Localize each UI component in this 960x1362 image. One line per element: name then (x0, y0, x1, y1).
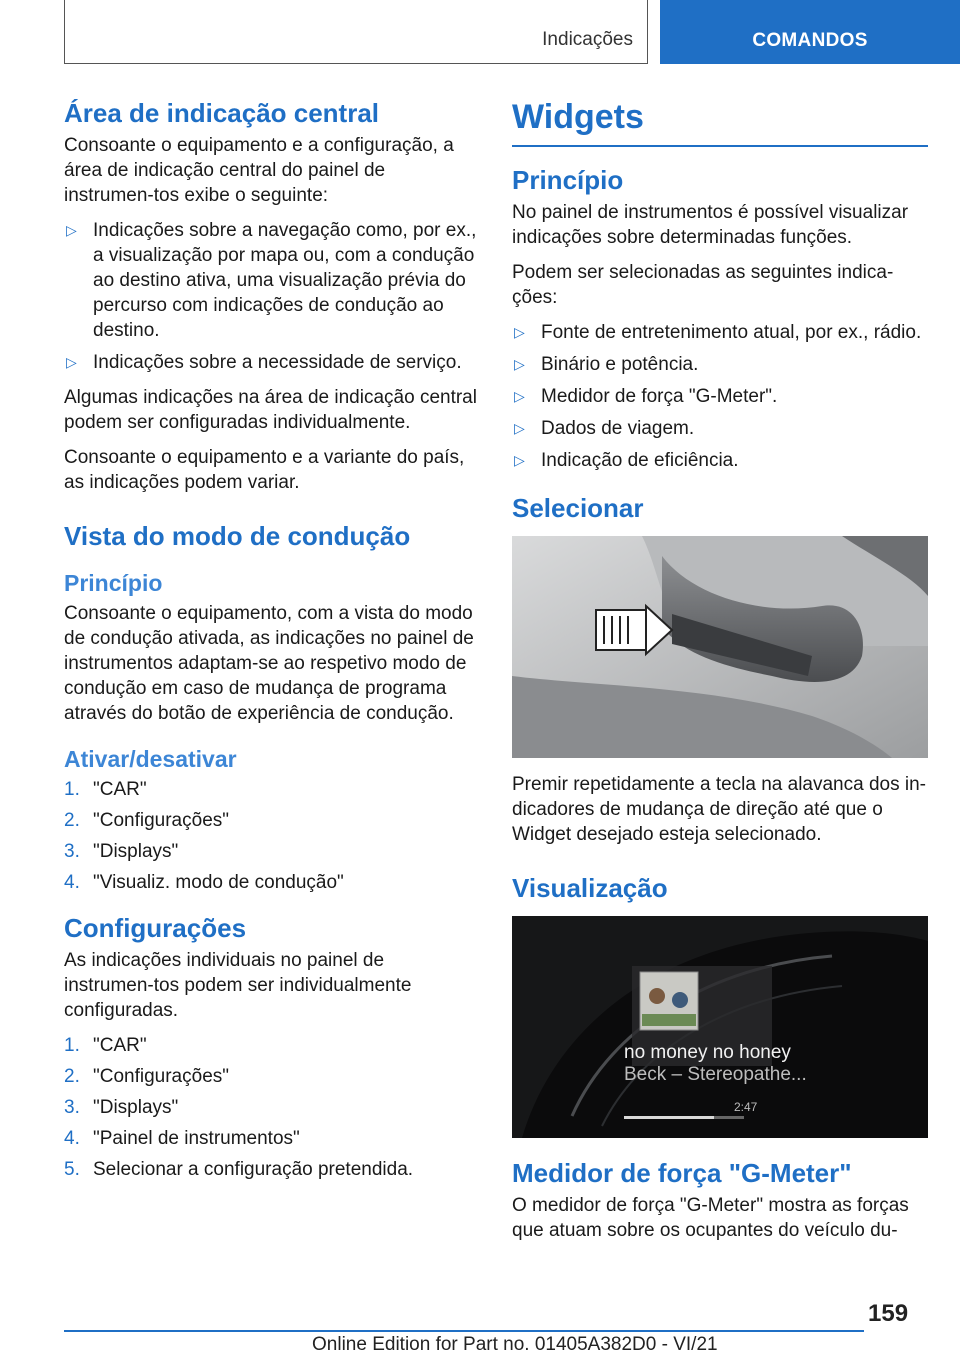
select-instruction-text: Premir repetidamente a tecla na alavanca dos in-dicadores de mudança de direção até que o Widget desejado esteja selecionado. (512, 774, 927, 845)
triangle-bullet-icon: ▷ (66, 222, 77, 238)
list-item: ▷ Medidor de força "G-Meter". (514, 386, 778, 407)
step-item: 3. "Displays" (64, 1097, 179, 1118)
step-item: 2. "Configurações" (64, 1066, 230, 1087)
widget-options-list (512, 320, 928, 473)
list-item: ▷ Indicação de eficiência. (514, 450, 739, 471)
triangle-bullet-icon: ▷ (514, 452, 525, 468)
track-info (624, 1042, 807, 1086)
section-title-central-area: Área de indicação central (64, 98, 380, 128)
step-item: 1. "CAR" (64, 1035, 147, 1056)
list-item: ▷ Fonte de entretenimento atual, por ex., rádio. (514, 322, 922, 343)
widgets-principle-text: No painel de instrumentos é possível visualizar indicações sobre determinadas funções. (512, 202, 909, 248)
header-section-title: Indicações (542, 29, 633, 50)
step-item: 3. "Displays" (64, 841, 179, 862)
triangle-bullet-icon: ▷ (514, 324, 525, 340)
widgets-select-intro: Podem ser selecionadas as seguintes indica-ções: (512, 262, 894, 308)
turn-signal-lever-image (512, 536, 928, 758)
step-item: 2. "Configurações" (64, 810, 230, 831)
step-item: 4. "Painel de instrumentos" (64, 1128, 300, 1149)
step-item: 5. Selecionar a configuração pretendida. (64, 1159, 414, 1180)
left-column (64, 98, 478, 1192)
song-title: no money no honey (624, 1042, 791, 1063)
step-item: 4. "Visualiz. modo de condução" (64, 872, 344, 893)
edition-note: Online Edition for Part no. 01405A382D0 - VI/21 (312, 1334, 718, 1355)
subtitle-activate: Ativar/desativar (64, 746, 237, 772)
gmeter-text: O medidor de força "G-Meter" mostra as forças que atuam sobre os ocupantes do veículo du- (512, 1195, 909, 1241)
list-item: ▷ Dados de viagem. (514, 418, 695, 439)
artist-name: Beck – Stereopathe... (624, 1064, 807, 1085)
central-area-bullets (64, 218, 478, 375)
drive-mode-principle-text: Consoante o equipamento, com a vista do modo de condução ativada, as indicações no painel de instrumentos adaptam-se ao respetivo modo de condução em caso de mudança de programa através do botão de experiência de condução. (64, 603, 474, 724)
list-item: ▷ Binário e potência. (514, 354, 699, 375)
list-item: ▷ Indicações sobre a navegação como, por ex., a visualização por mapa ou, com a condução ao destino ativa, uma visualização prévia do percurso com indicações de condução ao destino. (66, 220, 477, 341)
triangle-bullet-icon: ▷ (514, 420, 525, 436)
subtitle-select: Selecionar (512, 493, 644, 523)
header-chapter-tab[interactable]: COMANDOS (660, 0, 960, 64)
central-area-note-1: Algumas indicações na área de indicação central podem ser configuradas individualmente. (64, 387, 477, 433)
subtitle-principle: Princípio (64, 570, 163, 596)
central-area-intro: Consoante o equipamento e a configuração, a área de indicação central do painel de instrumen-tos exibe o seguinte: (64, 135, 454, 206)
triangle-bullet-icon: ▷ (514, 388, 525, 404)
subtitle-visualization: Visualização (512, 873, 668, 903)
subtitle-widgets-principle: Princípio (512, 165, 624, 195)
step-item: 1. "CAR" (64, 779, 147, 800)
section-title-settings: Configurações (64, 913, 247, 943)
settings-steps (64, 1033, 478, 1182)
display-illustration (512, 916, 928, 1138)
section-title-drive-mode: Vista do modo de condução (64, 521, 411, 551)
subtitle-gmeter: Medidor de força "G-Meter" (512, 1158, 852, 1188)
instrument-display-image (512, 916, 928, 1138)
drive-mode-steps (64, 777, 478, 895)
list-item: ▷ Indicações sobre a necessidade de serviço. (66, 352, 462, 373)
triangle-bullet-icon: ▷ (514, 356, 525, 372)
header-section-box (64, 0, 648, 64)
page-number: 159 (868, 1300, 909, 1327)
central-area-note-2: Consoante o equipamento e a variante do país, as indicações podem variar. (64, 447, 465, 493)
triangle-bullet-icon: ▷ (66, 354, 77, 370)
footer-divider (64, 1330, 864, 1332)
section-title-widgets: Widgets (512, 98, 928, 147)
right-column (512, 98, 928, 1253)
settings-text: As indicações individuais no painel de instrumen-tos podem ser individualmente configuradas. (64, 950, 412, 1021)
track-time: 2:47 (734, 1100, 758, 1114)
lever-illustration (512, 536, 928, 758)
